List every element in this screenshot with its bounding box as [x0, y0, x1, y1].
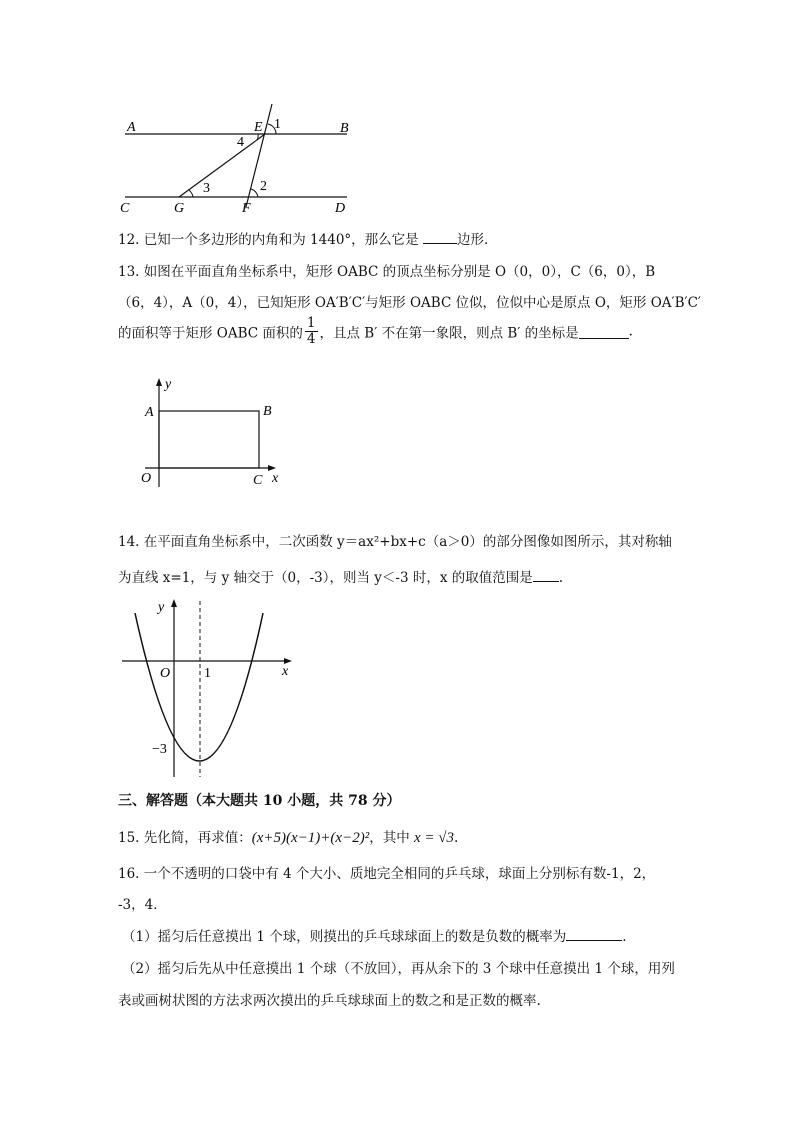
- label-one: 1: [204, 666, 211, 681]
- question-16-part2-line2: 表或画树状图的方法求两次摸出的乒乓球球面上的数之和是正数的概率.: [118, 993, 541, 1009]
- angle-2-arc: [251, 189, 258, 197]
- label-b: B: [340, 121, 349, 136]
- label-o: O: [141, 471, 152, 486]
- q14-line2-text: 为直线 x=1，与 y 轴交于（0，-3），则当 y＜-3 时，x 的取值范围是: [118, 570, 533, 586]
- angle-3-arc: [189, 190, 193, 197]
- figure-rectangle: [135, 375, 285, 490]
- q15-condition: x = √3: [414, 830, 455, 846]
- question-16-part1: [122, 925, 627, 945]
- label-e: E: [254, 120, 263, 135]
- rectangle-oabc: [159, 411, 259, 468]
- figure-parallel-lines: [115, 100, 365, 220]
- q12-text-after: 边形.: [456, 232, 489, 248]
- q13-answer-blank[interactable]: [579, 324, 629, 339]
- q15-end: .: [454, 830, 459, 846]
- q13-line3-after: ，且点 B′ 不在第一象限，则点 B′ 的坐标是: [319, 325, 579, 342]
- label-c: C: [253, 473, 263, 488]
- fraction-denominator: 4: [306, 331, 316, 347]
- label-y: y: [165, 377, 172, 392]
- question-14-line1: 14. 在平面直角坐标系中，二次函数 y＝ax²+bx+c（a＞0）的部分图像如图所示，其对称轴: [118, 534, 672, 550]
- label-x: x: [272, 471, 279, 486]
- question-15: [118, 826, 458, 847]
- label-c: C: [120, 201, 130, 216]
- label-a: A: [127, 120, 136, 135]
- y-axis-arrow: [156, 378, 162, 386]
- question-13-line2: （6，4），A（0，4），已知矩形 OA′B′C′与矩形 OABC 位似，位似中心是原点 O，矩形 OA′B′C′: [118, 295, 701, 311]
- q14-answer-blank[interactable]: [533, 567, 559, 582]
- q13-line3-end: .: [628, 323, 633, 340]
- q15-text: 15. 先化简，再求值：: [118, 830, 252, 846]
- question-16-line1: 16. 一个不透明的口袋中有 4 个大小、质地完全相同的乒乓球，球面上分别标有数-1，2，: [118, 866, 656, 882]
- label-o: O: [160, 666, 171, 681]
- label-f: F: [242, 201, 251, 216]
- q16-part1-text: （1）摇匀后任意摸出 1 个球，则摸出的乒乓球球面上的数是负数的概率为: [122, 929, 567, 945]
- label-x: x: [282, 664, 289, 679]
- q12-text: 12. 已知一个多边形的内角和为 1440°，那么它是: [118, 232, 419, 248]
- question-13-line3: [118, 316, 633, 347]
- label-g: G: [174, 201, 185, 216]
- question-13-line1: 13. 如图在平面直角坐标系中，矩形 OABC 的顶点坐标分别是 O（0，0），C（6，0），B: [118, 264, 656, 280]
- q15-expression: (x+5)(x−1)+(x−2)²: [251, 830, 370, 846]
- parabola-curve: [135, 613, 263, 761]
- angle-3-label: 3: [203, 181, 210, 196]
- label-b: B: [263, 404, 272, 419]
- q14-line2-end: .: [558, 570, 564, 586]
- question-14-line2: [118, 566, 563, 586]
- section-3-heading: 三、解答题（本大题共 10 小题，共 78 分）: [118, 793, 401, 809]
- fraction-numerator: 1: [306, 315, 316, 331]
- y-axis-arrow: [171, 599, 177, 607]
- question-12: [118, 228, 488, 248]
- q12-answer-blank[interactable]: [423, 229, 457, 244]
- label-d: D: [335, 201, 346, 216]
- q16-part1-end: .: [622, 929, 627, 945]
- label-y: y: [158, 600, 165, 615]
- q13-fraction: [305, 316, 318, 347]
- q15-mid: ，其中: [369, 830, 414, 846]
- label-a: A: [145, 405, 154, 420]
- q16-part1-answer-blank[interactable]: [566, 926, 622, 941]
- angle-4-label: 4: [237, 135, 244, 150]
- segment-eg: [179, 134, 265, 197]
- angle-1-label: 1: [274, 117, 281, 132]
- angle-2-label: 2: [260, 179, 267, 194]
- q13-line3-before: 的面积等于矩形 OABC 面积的: [118, 325, 303, 342]
- question-16-part2-line1: （2）摇匀后先从中任意摸出 1 个球（不放回），再从余下的 3 个球中任意摸出 1 个球，用列: [122, 961, 675, 977]
- label-minus-three: −3: [152, 742, 167, 757]
- question-16-line2: -3，4．: [118, 897, 167, 913]
- figure-parabola: [118, 595, 298, 780]
